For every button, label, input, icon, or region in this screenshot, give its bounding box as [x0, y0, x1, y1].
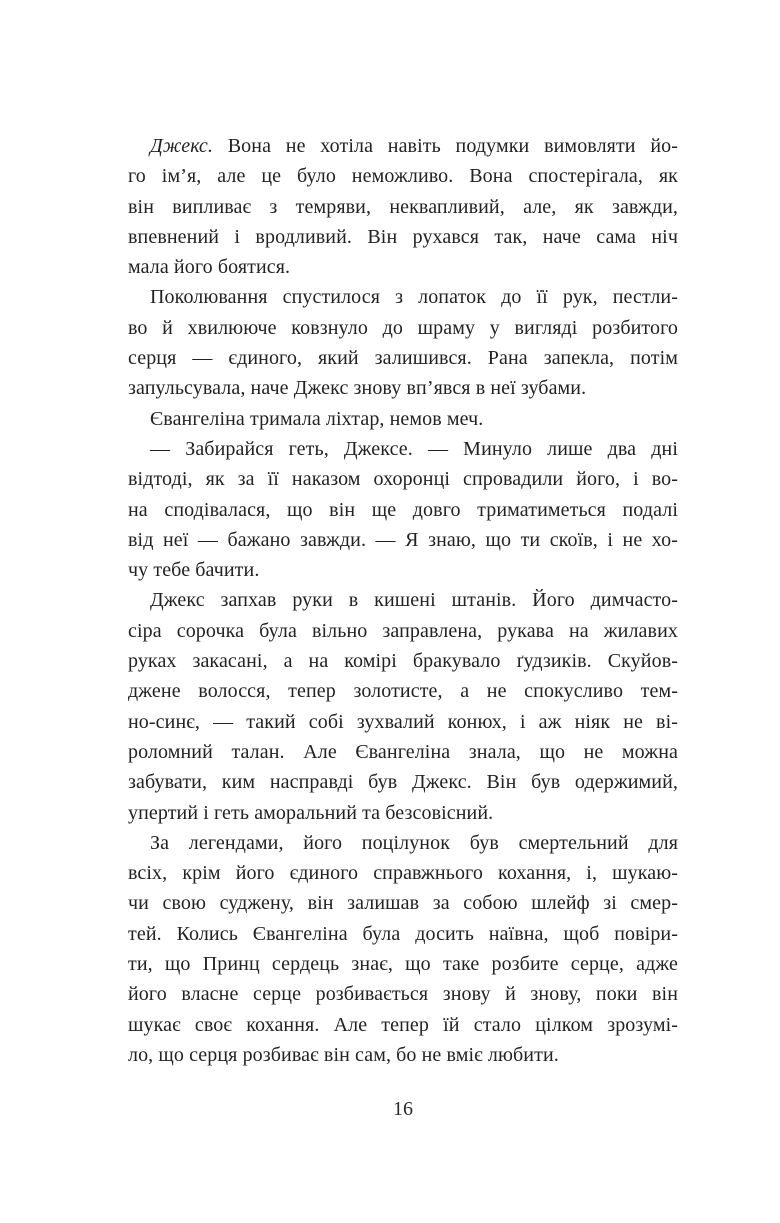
text-line: впевнений і вродливий. Він рухався так, наче сама ніч — [128, 225, 678, 248]
text-line: упертий і геть аморальний та безсовісний. — [128, 801, 494, 824]
text-line: всіх, крім його єдиного справжнього кохання, і, шукаю- — [128, 862, 678, 885]
text-line: Євангеліна тримала ліхтар, немов меч. — [150, 407, 484, 430]
text-line: мала його боятися. — [128, 256, 291, 279]
text-line: чу тебе бачити. — [128, 559, 260, 582]
text-line: но-синє, — такий собі зухвалий конюх, і аж ніяк не ві- — [128, 710, 678, 733]
text-line: його власне серце розбивається знову й знову, поки він — [128, 983, 678, 1006]
paragraph — [128, 585, 678, 827]
text-line: Джекс запхав руки в кишені штанів. Його димчасто- — [150, 589, 678, 612]
text-line: во й хвилююче ковзнуло до шраму у вигляді розбитого — [128, 316, 678, 339]
text-line: ло, що серця розбиває він сам, бо не вміє любити. — [128, 1043, 559, 1066]
text-line: руках закасані, а на комірі бракувало ґудзиків. Скуйов- — [128, 650, 678, 673]
paragraph — [128, 282, 678, 403]
paragraph — [128, 434, 678, 585]
text-line: За легендами, його поцілунок був смертельний для — [150, 831, 678, 854]
text-line: тей. Колись Євангеліна була досить наївна, щоб повіри- — [128, 922, 678, 945]
text-line: запульсувала, наче Джекс знову вп’явся в неї зубами. — [128, 377, 587, 400]
page-number: 16 — [393, 1098, 413, 1120]
text-line: від неї — бажано завжди. — Я знаю, що ти скоїв, і не хо- — [128, 528, 678, 551]
text-line — [128, 131, 678, 161]
paragraph — [128, 828, 678, 1070]
character-name-italic: Джекс. — [150, 135, 214, 157]
text-line: на сподівалася, що він ще довго триматиметься подалі — [128, 498, 678, 521]
text-line: джене волосся, тепер золотисте, а не спокусливо тем- — [128, 680, 678, 703]
text-line: Поколювання спустилося з лопаток до її рук, пестли- — [150, 286, 678, 309]
paragraph — [128, 404, 678, 434]
text-line: забувати, ким насправді був Джекс. Він був одержимий, — [128, 771, 678, 794]
text-line: го ім’я, але це було неможливо. Вона спостерігала, як — [128, 165, 678, 188]
text-line: серця — єдиного, який залишився. Рана запекла, потім — [128, 347, 678, 370]
text-line: відтоді, як за її наказом охоронці спровадили його, і во- — [128, 468, 678, 491]
paragraph — [128, 131, 678, 282]
text-segment: Вона не хотіла навіть подумки вимовляти йо- — [213, 135, 678, 157]
text-line: чи свою суджену, він залишав за собою шлейф зі смер- — [128, 892, 678, 915]
text-line: роломний талан. Але Євангеліна знала, що не можна — [128, 740, 678, 763]
text-line: він випливає з темряви, неквапливий, але, як завжди, — [128, 195, 678, 218]
page-text — [128, 131, 678, 1070]
text-line: ти, що Принц сердець знає, що таке розбите серце, адже — [128, 953, 678, 976]
text-line: шукає своє кохання. Але тепер їй стало цілком зрозумі- — [128, 1013, 678, 1036]
text-line: сіра сорочка була вільно заправлена, рукава на жилавих — [128, 619, 678, 642]
text-line: — Забирайся геть, Джексе. — Минуло лише два дні — [150, 437, 678, 460]
